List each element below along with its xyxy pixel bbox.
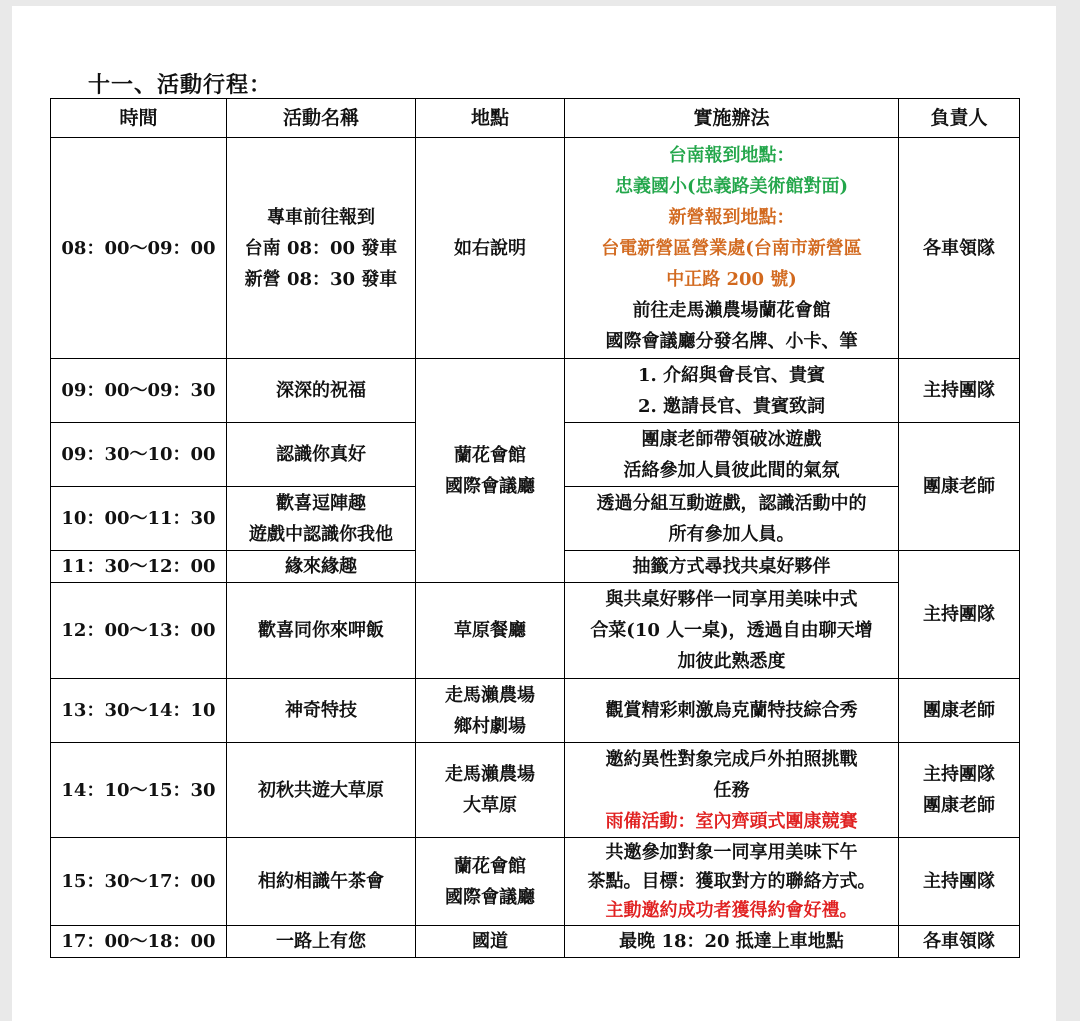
location-line: 鄉村劇場 [454, 715, 526, 737]
schedule-table [50, 98, 1020, 958]
activity-cell [227, 838, 416, 926]
owner-line: 主持團隊 [923, 380, 995, 401]
location-line: 蘭花會館 [454, 855, 526, 877]
activity-cell [227, 679, 416, 743]
time-cell: 10：00～11：30 [51, 487, 227, 551]
owner-line: 各車領隊 [923, 237, 995, 259]
activity-line: 專車前往報到 [267, 206, 375, 228]
location-line: 國際會議廳 [445, 475, 535, 497]
table-row [51, 743, 1020, 838]
method-line: 雨備活動：室內齊頭式團康競賽 [605, 810, 858, 832]
section-title: 十一、活動行程： [88, 72, 273, 98]
activity-cell [227, 926, 416, 958]
time-cell: 09：00～09：30 [51, 359, 227, 423]
activity-line: 歡喜同你來呷飯 [258, 620, 384, 641]
activity-cell [227, 743, 416, 838]
table-row [51, 359, 1020, 423]
time-cell: 12：00～13：00 [51, 583, 227, 679]
method-line: 台電新營區營業處(台南市新營區 [601, 237, 862, 259]
activity-line: 歡喜逗陣趣 [276, 492, 366, 514]
activity-cell [227, 359, 416, 423]
method-cell [565, 551, 899, 583]
method-line: 前往走馬瀨農場蘭花會館 [632, 299, 831, 321]
table-row [51, 838, 1020, 926]
method-line: 台南報到地點： [668, 144, 795, 166]
method-line: 抽籤方式尋找共桌好夥伴 [632, 556, 831, 577]
location-cell [416, 743, 565, 838]
activity-line: 遊戲中認識你我他 [249, 523, 393, 545]
owner-cell [899, 679, 1020, 743]
method-cell [565, 838, 899, 926]
location-line: 國道 [472, 931, 508, 952]
method-line: 中正路 200 號) [666, 268, 797, 290]
time-cell: 17：00～18：00 [51, 926, 227, 958]
activity-line: 初秋共遊大草原 [258, 779, 384, 801]
method-line: 茶點。目標：獲取對方的聯絡方式。 [587, 871, 876, 892]
header-location: 地點 [416, 99, 565, 138]
method-line: 1. 介紹與會長官、貴賓 [637, 364, 826, 386]
method-line: 新營報到地點： [668, 206, 795, 228]
header-owner: 負責人 [899, 99, 1020, 138]
time-cell: 15：30～17：00 [51, 838, 227, 926]
owner-cell [899, 138, 1020, 359]
location-line: 走馬瀨農場 [445, 684, 535, 706]
method-line: 邀約異性對象完成戶外拍照挑戰 [605, 748, 858, 770]
owner-line: 主持團隊 [923, 604, 995, 625]
owner-line: 各車領隊 [923, 931, 995, 952]
owner-cell [899, 926, 1020, 958]
time-cell: 08：00～09：00 [51, 138, 227, 359]
time-cell: 09：30～10：00 [51, 423, 227, 487]
location-line: 走馬瀨農場 [445, 764, 535, 785]
activity-cell [227, 138, 416, 359]
method-cell [565, 487, 899, 551]
owner-line: 團康老師 [923, 476, 995, 497]
activity-cell [227, 583, 416, 679]
owner-line: 團康老師 [923, 700, 995, 721]
activity-line: 台南 08：00 發車 [244, 237, 398, 259]
activity-cell [227, 487, 416, 551]
location-cell [416, 359, 565, 583]
method-line: 主動邀約成功者獲得約會好禮。 [605, 900, 858, 921]
location-cell [416, 838, 565, 926]
method-cell [565, 926, 899, 958]
activity-line: 新營 08：30 發車 [244, 268, 398, 290]
method-line: 任務 [713, 779, 750, 801]
table-row [51, 926, 1020, 958]
method-cell [565, 138, 899, 359]
method-line: 觀賞精彩刺激烏克蘭特技綜合秀 [605, 700, 858, 721]
location-line: 草原餐廳 [454, 620, 526, 641]
location-line: 如右說明 [454, 237, 526, 259]
time-cell: 14：10～15：30 [51, 743, 227, 838]
method-line: 最晚 18：20 抵達上車地點 [619, 931, 844, 952]
method-line: 忠義國小(忠義路美術館對面) [614, 175, 849, 197]
owner-cell [899, 551, 1020, 679]
activity-cell [227, 423, 416, 487]
header-time: 時間 [51, 99, 227, 138]
method-cell [565, 679, 899, 743]
method-line: 合菜(10 人一桌)，透過自由聊天增 [590, 620, 873, 641]
owner-cell [899, 743, 1020, 838]
activity-cell [227, 551, 416, 583]
location-line: 蘭花會館 [454, 444, 526, 466]
activity-line: 認識你真好 [276, 444, 366, 465]
method-line: 2. 邀請長官、貴賓致詞 [637, 395, 826, 417]
method-line: 國際會議廳分發名牌、小卡、筆 [605, 330, 858, 352]
header-activity: 活動名稱 [227, 99, 416, 138]
table-row [51, 138, 1020, 359]
activity-line: 深深的祝福 [276, 380, 366, 401]
method-cell [565, 583, 899, 679]
owner-line: 團康老師 [923, 795, 995, 816]
owner-cell [899, 423, 1020, 551]
table-row [51, 583, 1020, 679]
owner-line: 主持團隊 [923, 764, 995, 785]
table-row [51, 679, 1020, 743]
owner-cell [899, 359, 1020, 423]
method-line: 活絡參加人員彼此間的氣氛 [623, 459, 840, 481]
activity-line: 相約相識午茶會 [258, 871, 384, 892]
method-line: 加彼此熟悉度 [677, 651, 786, 672]
time-cell: 13：30～14：10 [51, 679, 227, 743]
method-cell [565, 423, 899, 487]
location-line: 國際會議廳 [445, 886, 535, 908]
location-line: 大草原 [463, 795, 517, 816]
method-line: 透過分組互動遊戲，認識活動中的 [596, 492, 867, 514]
location-cell [416, 138, 565, 359]
method-cell [565, 359, 899, 423]
method-line: 所有參加人員。 [668, 523, 795, 545]
location-cell [416, 679, 565, 743]
method-line: 團康老師帶領破冰遊戲 [641, 428, 822, 450]
owner-line: 主持團隊 [923, 871, 995, 892]
method-line: 與共桌好夥伴一同享用美味中式 [605, 589, 858, 610]
time-cell: 11：30～12：00 [51, 551, 227, 583]
activity-line: 緣來緣趣 [285, 556, 357, 577]
method-cell [565, 743, 899, 838]
header-method: 實施辦法 [565, 99, 899, 138]
header-row [51, 99, 1020, 138]
location-cell [416, 926, 565, 958]
method-line: 共邀參加對象一同享用美味下午 [605, 842, 858, 863]
activity-line: 一路上有您 [276, 931, 366, 952]
owner-cell [899, 838, 1020, 926]
location-cell [416, 583, 565, 679]
activity-line: 神奇特技 [285, 700, 357, 721]
